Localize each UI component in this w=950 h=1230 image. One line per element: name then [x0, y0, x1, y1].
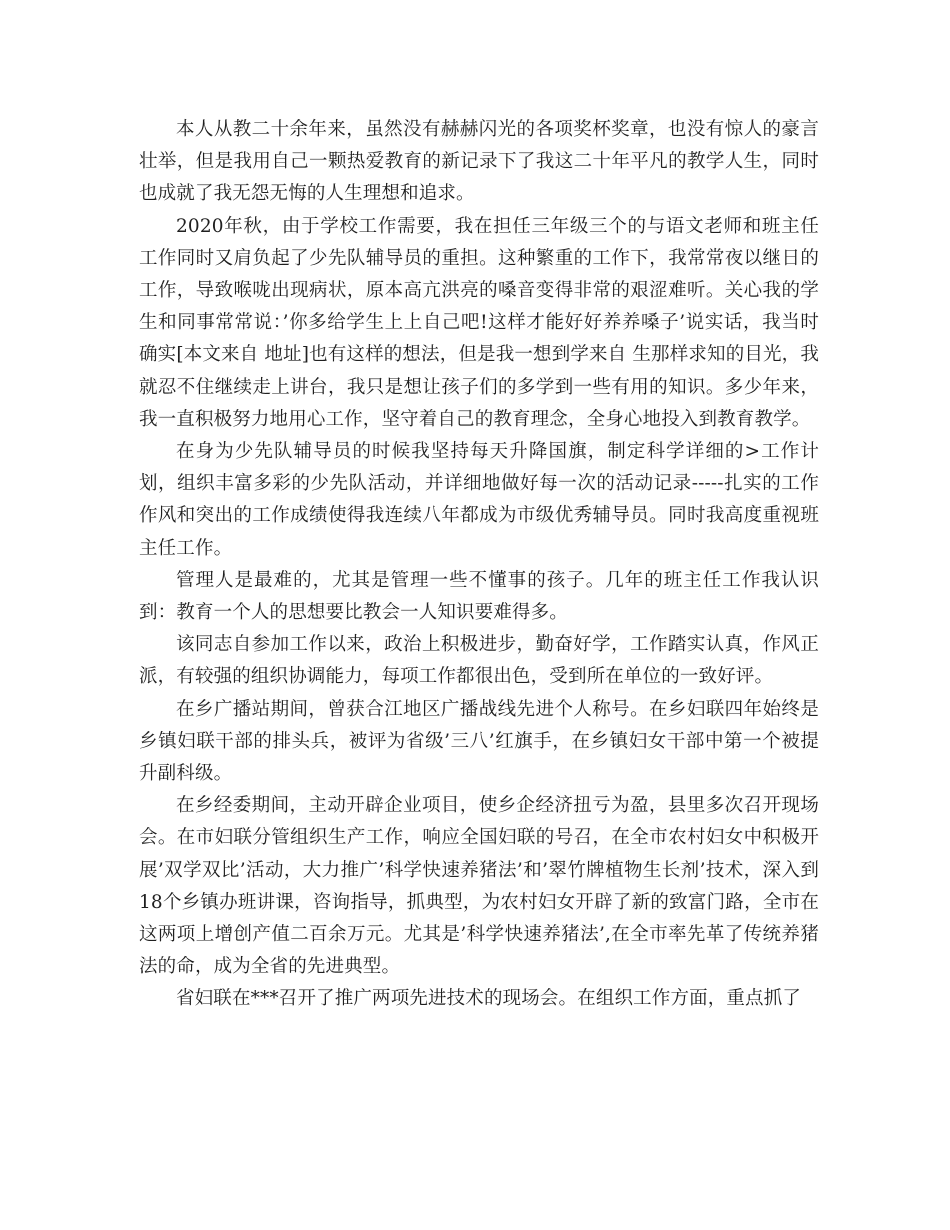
paragraph-6: 在乡广播站期间，曾获合江地区广播战线先进个人称号。在乡妇联四年始终是乡镇妇联干部的排头兵，被评为省级’三八’红旗手，在乡镇妇女干部中第一个被提升副科级。 — [139, 698, 819, 785]
paragraph-7: 在乡经委期间，主动开辟企业项目，使乡企经济扭亏为盈，县里多次召开现场会。在市妇联分管组织生产工作，响应全国妇联的号召，在全市农村妇女中积极开展’双学双比’活动，大力推广’科学快速养猪法’和’翠竹牌植物生长剂’技术，深入到18个乡镇办班讲课，咨询指导，抓典型，为农村妇女开辟了新的致富门路，全市在这两项上增创产值二百余万元。尤其是’科学快速养猪法’,在全市率先革了传统养猪法的命，成为全省的先进典型。 — [139, 795, 819, 978]
paragraph-1: 本人从教二十余年来，虽然没有赫赫闪光的各项奖杯奖章，也没有惊人的豪言壮举，但是我用自己一颗热爱教育的新记录下了我这二十年平凡的教学人生，同时也成就了我无怨无悔的人生理想和追求。 — [139, 119, 819, 205]
paragraph-5: 该同志自参加工作以来，政治上积极进步，勤奋好学，工作踏实认真，作风正派，有较强的组织协调能力，每项工作都很出色，受到所在单位的一致好评。 — [139, 634, 819, 688]
paragraph-3: 在身为少先队辅导员的时候我坚持每天升降国旗，制定科学详细的>工作计划，组织丰富多彩的少先队活动，并详细地做好每一次的活动记录-----扎实的工作作风和突出的工作成绩使得我连续八年都成为市级优秀辅导员。同时我高度重视班主任工作。 — [139, 441, 819, 559]
paragraph-8: 省妇联在***召开了推广两项先进技术的现场会。在组织工作方面，重点抓了 — [176, 988, 802, 1010]
paragraph-4: 管理人是最难的，尤其是管理一些不懂事的孩子。几年的班主任工作我认识到：教育一个人的思想要比教会一人知识要难得多。 — [139, 569, 819, 624]
paragraph-2: 2020年秋，由于学校工作需要，我在担任三年级三个的与语文老师和班主任工作同时又肩负起了少先队辅导员的重担。这种繁重的工作下，我常常夜以继日的工作，导致喉咙出现病状，原本高亢洪亮的嗓音变得非常的艰涩难听。关心我的学生和同事常常说：’你多给学生上上自己吧!这样才能好好养养嗓子’说实话，我当时确实[本文来自 地址]也有这样的想法，但是我一想到学来自 生那样求知的目光，我就忍不住继续走上讲台，我只是想让孩子们的多学到一些有用的知识。多少年来，我一直积极努力地用心工作，坚守着自己的教育理念，全身心地投入到教育教学。 — [139, 215, 819, 430]
document-body — [139, 114, 819, 1016]
